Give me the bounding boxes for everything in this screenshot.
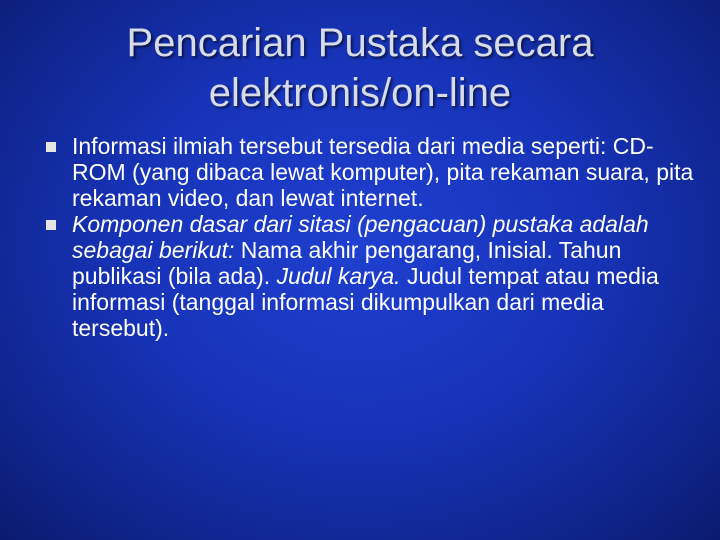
title-line-1: Pencarian Pustaka secara	[126, 21, 594, 65]
citation-place-text: Judul tempat atau media informasi (tanggal informasi dikumpulkan dari media tersebut).	[72, 263, 659, 341]
bullet-text-media: Informasi ilmiah tersebut tersedia dari media seperti: CD-ROM (yang dibaca lewat komputer), pita rekaman suara, pita rekaman video, dan lewat internet.	[72, 133, 694, 211]
bullet-item-citation	[44, 211, 694, 341]
title-line-2: elektronis/on-line	[208, 71, 512, 115]
bullet-item-media	[44, 133, 694, 211]
slide-title	[40, 18, 680, 118]
citation-title-text: Judul karya.	[276, 263, 401, 289]
citation-author-text: Nama akhir pengarang, Inisial. Tahun publikasi (bila ada).	[72, 237, 622, 289]
citation-intro-text: Komponen dasar dari sitasi (pengacuan) pustaka adalah sebagai berikut:	[72, 211, 649, 263]
square-bullet-icon	[46, 220, 56, 230]
bullet-list	[44, 133, 694, 341]
square-bullet-icon	[46, 142, 56, 152]
